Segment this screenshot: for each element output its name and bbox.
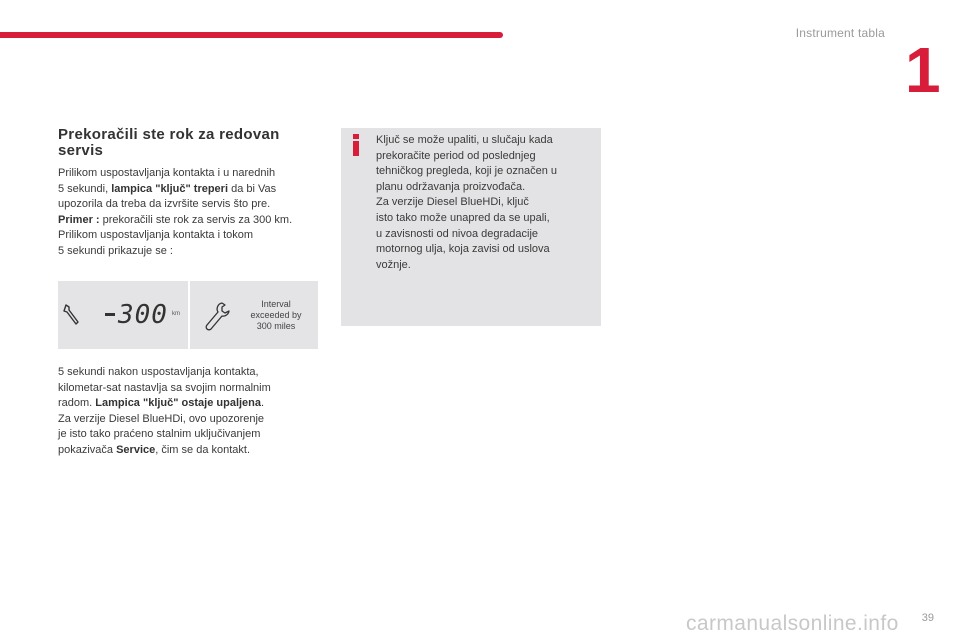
unit-label: km	[172, 311, 180, 317]
bold-span: Lampica "ključ" ostaje upaljena	[95, 397, 262, 410]
bold-span: Primer :	[58, 213, 100, 226]
text-line: Za verzije Diesel BlueHDi, ovo upozorenje	[58, 412, 265, 425]
text-line: 5 sekundi nakon uspostavljanja kontakta,	[58, 366, 259, 378]
text-line	[58, 182, 338, 198]
page-number: 39	[921, 612, 934, 624]
section-heading: Prekoračili ste rok za redovan servis	[58, 126, 280, 159]
paragraph-after	[58, 365, 338, 459]
message-line: 300 miles	[256, 321, 296, 331]
bold-span: Service	[116, 443, 156, 456]
info-line: Ključ se može upaliti, u slučaju kada	[376, 134, 553, 146]
text-span: da bi Vas	[228, 182, 277, 195]
watermark: carmanualsonline.info	[686, 612, 899, 635]
text-line: upozorila da treba da izvršite servis što pre.	[58, 198, 271, 211]
wrench-icon	[204, 301, 230, 331]
text-span: prekoračili ste rok za servis za 300 km.	[99, 213, 293, 226]
header-accent-bar	[0, 32, 503, 38]
text-line: Prilikom uspostavljanja kontakta i u narednih	[58, 167, 276, 179]
wrench-icon	[63, 303, 81, 325]
text-span: pokazivača	[58, 443, 117, 456]
message-line: Interval	[261, 299, 291, 309]
chapter-title: Instrument tabla	[795, 26, 885, 40]
info-line: prekoračite period od poslednjeg	[376, 149, 536, 162]
text-span: radom.	[58, 397, 96, 410]
text-line	[58, 213, 338, 229]
info-line: motornog ulja, koja zavisi od uslova	[376, 243, 550, 256]
text-line: Prilikom uspostavljanja kontakta i tokom	[58, 229, 254, 242]
info-line: Za verzije Diesel BlueHDi, ključ	[376, 196, 529, 209]
info-line: tehničkog pregleda, koji je označen u	[376, 165, 558, 178]
text-line: je isto tako praćeno stalnim uključivanjem	[58, 428, 261, 441]
text-span: 5 sekundi,	[58, 182, 112, 195]
text-span: .	[261, 397, 265, 410]
info-line: planu održavanja proizvođača.	[376, 180, 526, 193]
text-line	[58, 443, 338, 459]
odometer-digits: 300	[118, 300, 168, 330]
info-line: isto tako može unapred da se upali,	[376, 211, 550, 224]
paragraph-intro	[58, 166, 338, 260]
info-text	[376, 133, 596, 273]
info-line: vožnje.	[376, 258, 411, 271]
text-span: , čim se da kontakt.	[155, 443, 251, 456]
message-line: exceeded by	[250, 310, 302, 320]
info-icon	[350, 134, 362, 156]
text-line: kilometar-sat nastavlja sa svojim normalnim	[58, 381, 271, 394]
chapter-number: 1	[905, 34, 941, 106]
info-line: u zavisnosti od nivoa degradacije	[376, 227, 539, 240]
service-message	[240, 299, 312, 332]
text-line	[58, 396, 338, 412]
text-line: 5 sekundi prikazuje se :	[58, 244, 173, 257]
bold-span: lampica "ključ" treperi	[111, 182, 229, 195]
minus-sign	[105, 313, 115, 316]
